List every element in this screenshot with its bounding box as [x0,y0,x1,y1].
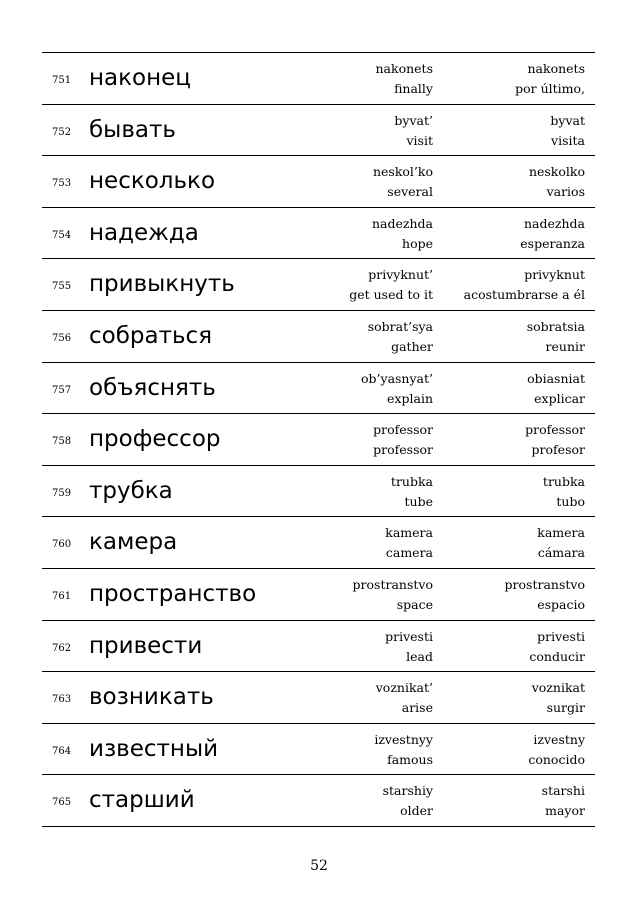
russian-word: возникать [89,684,214,711]
entry-number: 761 [52,590,72,602]
spanish-translation: conducir [529,648,585,664]
russian-word: камера [89,529,178,556]
spanish-transliteration: professor [525,422,585,438]
entry-number: 751 [52,75,72,86]
russian-word: известный [89,735,219,762]
table-row [42,724,595,776]
english-transliteration: ob’yasnyat’ [361,370,433,386]
spanish-translation: visita [551,132,585,148]
english-translation: famous [387,751,433,767]
table-row [42,105,595,157]
entry-number: 765 [52,797,72,809]
english-transliteration: nakonets [375,61,433,76]
english-cell [349,265,433,305]
spanish-transliteration: voznikat [531,680,585,696]
table-row [42,311,595,363]
spanish-translation: reunir [545,338,585,354]
english-transliteration: nadezhda [372,215,433,231]
english-cell [376,59,434,99]
spanish-cell [527,369,585,409]
russian-word: надежда [89,219,199,246]
spanish-cell [537,523,585,563]
spanish-cell [529,627,585,667]
spanish-cell [505,575,585,615]
english-transliteration: professor [373,422,433,438]
english-cell [353,575,433,615]
english-cell [383,781,433,821]
table-row [42,363,595,415]
english-translation: get used to it [349,287,433,303]
english-translation: older [400,803,433,819]
spanish-cell [550,111,585,151]
russian-word: наконец [89,65,191,91]
english-cell [361,369,433,409]
spanish-cell [520,214,585,254]
russian-word: привести [89,632,203,659]
entry-number: 758 [52,436,72,448]
spanish-cell [529,162,585,202]
spanish-transliteration: prostranstvo [504,576,585,592]
english-translation: explain [387,390,433,406]
english-translation: arise [401,700,433,716]
spanish-translation: mayor [545,803,585,819]
spanish-transliteration: nakonets [527,61,585,76]
spanish-translation: por último, [515,81,585,96]
russian-word: трубка [89,477,173,504]
spanish-transliteration: izvestny [533,731,585,747]
entry-number: 764 [52,745,72,757]
russian-word: несколько [89,168,216,195]
entry-number: 755 [52,281,72,293]
english-transliteration: trubka [390,473,433,489]
english-cell [394,111,433,151]
table-row [42,517,595,569]
table-row [42,466,595,518]
entry-number: 762 [52,642,72,654]
english-translation: hope [402,235,433,251]
spanish-transliteration: privesti [537,628,585,644]
english-cell [373,162,433,202]
english-transliteration: neskol’ko [372,164,433,180]
spanish-translation: espacio [537,596,585,612]
entry-number: 754 [52,229,72,241]
spanish-cell [525,420,585,460]
english-cell [372,214,433,254]
english-transliteration: starshiy [382,783,433,799]
spanish-transliteration: neskolko [528,164,585,180]
spanish-translation: cámara [537,545,585,561]
spanish-transliteration: kamera [537,525,585,541]
spanish-translation: esperanza [520,235,585,251]
english-translation: visit [406,132,433,148]
english-cell [368,317,433,357]
english-translation: gather [391,338,433,354]
table-row [42,53,595,105]
russian-word: объяснять [89,374,216,401]
english-cell [373,420,433,460]
spanish-transliteration: sobratsia [526,318,585,334]
spanish-translation: tubo [556,493,585,509]
table-row [42,156,595,208]
table-row [42,414,595,466]
entry-number: 756 [52,332,72,344]
table-row [42,672,595,724]
spanish-transliteration: obiasniat [527,370,585,386]
english-translation: several [387,184,433,200]
english-transliteration: voznikat’ [375,680,433,696]
english-transliteration: izvestnyy [374,731,433,747]
spanish-cell [532,678,585,718]
english-translation: camera [385,545,433,561]
russian-word: пространство [89,580,257,607]
spanish-cell [464,265,585,305]
table-row [42,775,595,827]
english-translation: lead [406,648,433,664]
spanish-translation: explicar [534,390,585,406]
table-row [42,569,595,621]
english-transliteration: privyknut’ [368,267,433,283]
entry-number: 763 [52,694,72,706]
spanish-transliteration: starshi [541,783,585,799]
table-row [42,208,595,260]
entry-number: 760 [52,539,72,551]
english-transliteration: privesti [385,628,433,644]
spanish-translation: profesor [531,442,585,458]
english-translation: finally [394,81,433,96]
english-translation: space [396,596,433,612]
russian-word: привыкнуть [89,271,235,298]
english-translation: professor [373,442,433,458]
spanish-cell [543,472,585,512]
english-translation: tube [404,493,433,509]
entry-number: 752 [52,126,72,138]
english-transliteration: sobrat’sya [367,318,433,334]
russian-word: собраться [89,322,213,349]
english-cell [385,523,433,563]
spanish-translation: acostumbrarse a él [463,287,585,303]
russian-word: бывать [89,116,176,143]
table-row [42,259,595,311]
entry-number: 759 [52,487,72,499]
spanish-translation: conocido [528,751,585,767]
english-transliteration: kamera [385,525,433,541]
english-transliteration: byvat’ [394,112,433,128]
spanish-transliteration: privyknut [524,267,585,283]
spanish-transliteration: byvat [550,112,585,128]
entry-number: 757 [52,384,72,396]
page-number: 52 [310,858,328,874]
english-transliteration: prostranstvo [352,576,433,592]
spanish-cell [542,781,585,821]
table-row [42,621,595,673]
english-cell [391,472,433,512]
english-cell [376,678,433,718]
spanish-translation: surgir [546,700,585,716]
spanish-cell [528,730,585,770]
spanish-translation: varios [546,184,585,200]
entry-number: 753 [52,178,72,190]
spanish-cell [527,317,585,357]
spanish-transliteration: nadezhda [524,215,585,231]
vocabulary-table [42,52,595,827]
russian-word: профессор [89,426,221,453]
spanish-cell [515,59,585,99]
spanish-transliteration: trubka [542,473,585,489]
english-cell [385,627,433,667]
english-cell [374,730,433,770]
russian-word: старший [89,787,195,814]
